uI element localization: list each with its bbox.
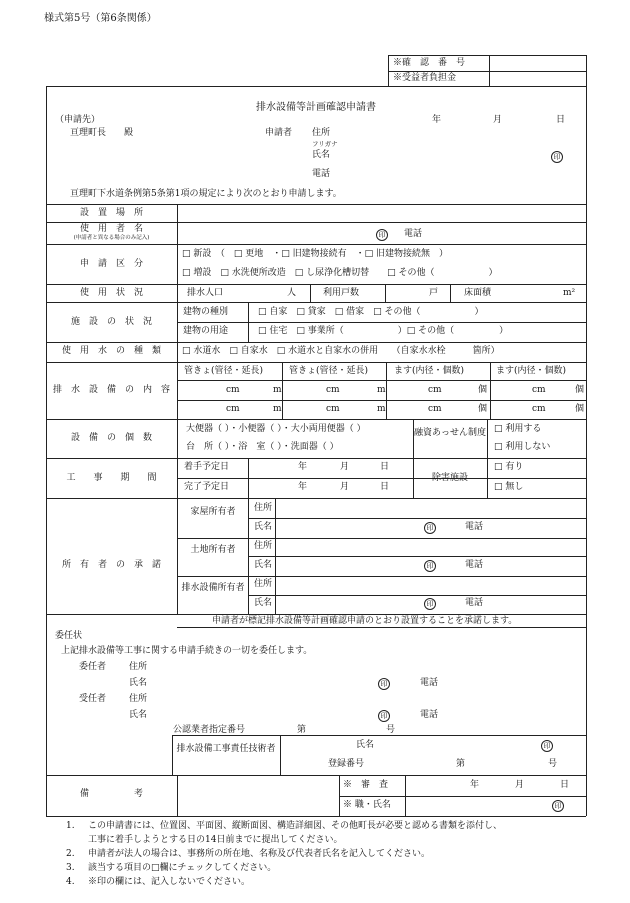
water-type-label: 使 用 水 の 種 類 bbox=[61, 346, 161, 356]
addressee: 亘理町長 殿 bbox=[70, 128, 134, 138]
confirm-number-label: ※確 認 番 号 bbox=[393, 58, 466, 68]
drain-owner-label: 排水設備所有者 bbox=[181, 583, 245, 593]
start-date-label: 着手予定日 bbox=[184, 462, 230, 472]
equipment-line-1: 大便器（ ）・小便器（ ）・大小両用便器（ ） bbox=[186, 424, 366, 434]
removal-yes-option: □ 有り bbox=[494, 462, 524, 472]
user-note: (申請者と異なる場合のみ記入) bbox=[73, 235, 150, 241]
registration-number-label: 登録番号 bbox=[328, 759, 365, 769]
unit-m: m bbox=[273, 404, 282, 414]
delegatee-phone-label: 電話 bbox=[420, 710, 439, 720]
review-year: 年 bbox=[470, 780, 480, 790]
delegatee-name-label: 氏名 bbox=[129, 710, 148, 720]
drain-owner-address-label: 住所 bbox=[254, 579, 273, 589]
drain-population-label: 排水人口 bbox=[187, 288, 224, 298]
applicant-name-label: 氏名 bbox=[312, 150, 331, 160]
person-unit: 人 bbox=[287, 288, 297, 298]
note-text: ※印の欄には、記入しないでください。 bbox=[88, 877, 251, 887]
households-unit: 戸 bbox=[429, 288, 439, 298]
remarks-label: 備 考 bbox=[79, 789, 143, 799]
unit-ko: 個 bbox=[478, 404, 488, 414]
contractor-dai: 第 bbox=[297, 725, 307, 735]
equipment-count-label: 設 備 の 個 数 bbox=[70, 433, 152, 443]
unit-cm: cm bbox=[532, 385, 546, 395]
contractor-go: 号 bbox=[386, 725, 396, 735]
land-owner-name-label: 氏名 bbox=[254, 560, 273, 570]
pipe-header-2: 管きょ(管径・延長) bbox=[289, 366, 369, 376]
seal-icon: 印 bbox=[551, 151, 563, 163]
seal-icon: 印 bbox=[376, 229, 388, 241]
staff-name-label: ※ 職・氏名 bbox=[343, 800, 391, 810]
delegator-address-label: 住所 bbox=[129, 662, 148, 672]
finish-day: 日 bbox=[380, 482, 390, 492]
note-text: 申請者が法人の場合は、事務所の所在地、名称及び代表者氏名を記入してください。 bbox=[88, 849, 431, 859]
registration-go: 号 bbox=[548, 759, 558, 769]
form-number: 様式第5号（第6条関係） bbox=[44, 13, 157, 24]
land-owner-phone-label: 電話 bbox=[465, 560, 484, 570]
floor-area-label: 床面積 bbox=[464, 288, 492, 298]
drain-content-label: 排 水 設 備 の 内 容 bbox=[52, 385, 170, 395]
delegatee-address-label: 住所 bbox=[129, 694, 148, 704]
pipe-header-1: 管きょ(管径・延長) bbox=[184, 366, 264, 376]
building-use-label: 建物の用途 bbox=[183, 326, 229, 336]
house-owner-label: 家屋所有者 bbox=[190, 507, 236, 517]
user-phone-label: 電話 bbox=[404, 229, 423, 239]
registration-dai: 第 bbox=[456, 759, 466, 769]
owner-consent-label: 所 有 者 の 承 諾 bbox=[61, 560, 161, 570]
drain-owner-phone-label: 電話 bbox=[465, 598, 484, 608]
land-owner-address-label: 住所 bbox=[254, 541, 273, 551]
contractor-number-label: 公認業者指定番号 bbox=[173, 725, 246, 735]
category-options-2: □ 増設 □ 水洗便所改造 □ し尿浄化槽切替 □ その他（ ） bbox=[182, 268, 498, 278]
construction-period-label: 工 事 期 間 bbox=[66, 473, 157, 483]
engineer-label: 排水設備工事責任技術者 bbox=[176, 744, 276, 754]
unit-cm: cm bbox=[326, 385, 340, 395]
land-owner-label: 土地所有者 bbox=[190, 545, 236, 555]
seal-icon: 印 bbox=[378, 710, 390, 722]
house-owner-name-label: 氏名 bbox=[254, 522, 273, 532]
households-label: 利用戸数 bbox=[323, 288, 360, 298]
basin-header-1: ます(内径・個数) bbox=[394, 366, 465, 376]
seal-icon: 印 bbox=[541, 740, 553, 752]
unit-ko: 個 bbox=[575, 404, 585, 414]
finish-year: 年 bbox=[298, 482, 308, 492]
unit-cm: cm bbox=[226, 404, 240, 414]
beneficiary-burden-label: ※受益者負担金 bbox=[393, 73, 457, 83]
house-owner-address-label: 住所 bbox=[254, 503, 273, 513]
loan-nouse-option: □ 利用しない bbox=[494, 442, 551, 452]
review-month: 月 bbox=[515, 780, 525, 790]
note-number: 1. bbox=[66, 821, 75, 831]
unit-m: m bbox=[377, 404, 386, 414]
note-number: 4. bbox=[66, 877, 75, 887]
engineer-name-label: 氏名 bbox=[356, 740, 375, 750]
drain-owner-name-label: 氏名 bbox=[254, 598, 273, 608]
delegator-phone-label: 電話 bbox=[420, 678, 439, 688]
applicant-address-label: 住所 bbox=[312, 128, 331, 138]
review-label: ※ 審 査 bbox=[343, 780, 389, 790]
review-day: 日 bbox=[560, 780, 570, 790]
category-label: 申 請 区 分 bbox=[79, 259, 143, 269]
applicant-phone-label: 電話 bbox=[312, 169, 331, 179]
usage-label: 使 用 状 況 bbox=[79, 288, 143, 298]
proxy-title: 委任状 bbox=[55, 631, 83, 641]
finish-date-label: 完了予定日 bbox=[184, 482, 230, 492]
facility-label: 施 設 の 状 況 bbox=[70, 317, 152, 327]
user-label: 使 用 者 名 bbox=[79, 224, 143, 234]
seal-icon: 印 bbox=[378, 678, 390, 690]
loan-use-option: □ 利用する bbox=[494, 424, 542, 434]
proxy-statement: 上記排水設備等工事に関する申請手続きの一切を委任します。 bbox=[61, 646, 313, 656]
seal-icon: 印 bbox=[424, 560, 436, 572]
unit-cm: cm bbox=[428, 385, 442, 395]
water-type-options: □ 水道水 □ 自家水 □ 水道水と自家水の併用 （自家水水栓 箇所） bbox=[182, 346, 500, 356]
applicant-furigana-label: フリガナ bbox=[312, 140, 338, 148]
unit-ko: 個 bbox=[575, 385, 585, 395]
building-type-label: 建物の種別 bbox=[183, 307, 229, 317]
unit-cm: cm bbox=[326, 404, 340, 414]
note-text: この申請書には、位置図、平面図、縦断面図、構造詳細図、その他町長が必要と認める書類を添付し、 bbox=[88, 821, 503, 831]
building-type-options: □ 自家 □ 貸家 □ 借家 □ その他（ ） bbox=[258, 307, 484, 317]
consent-statement: 申請者が標記排水設備等計画確認申請のとおり設置することを承諾します。 bbox=[212, 616, 518, 626]
unit-cm: cm bbox=[226, 385, 240, 395]
unit-ko: 個 bbox=[478, 385, 488, 395]
form-title: 排水設備等計画確認申請書 bbox=[256, 102, 376, 113]
start-day: 日 bbox=[380, 462, 390, 472]
start-year: 年 bbox=[298, 462, 308, 472]
date-day: 日 bbox=[556, 115, 566, 125]
floor-area-unit: m² bbox=[563, 288, 576, 298]
date-month: 月 bbox=[493, 115, 503, 125]
date-year: 年 bbox=[432, 115, 442, 125]
house-owner-phone-label: 電話 bbox=[465, 522, 484, 532]
removal-no-option: □ 無し bbox=[494, 482, 524, 492]
note-text: 工事に着手しようとする日の14日前までに提出してください。 bbox=[88, 835, 343, 845]
applicant-label: 申請者 bbox=[265, 128, 293, 138]
seal-icon: 印 bbox=[424, 598, 436, 610]
seal-icon: 印 bbox=[424, 522, 436, 534]
removal-facility-label: 除害施設 bbox=[431, 473, 468, 483]
delegator-label: 委任者 bbox=[79, 662, 107, 672]
basin-header-2: ます(内径・個数) bbox=[496, 366, 567, 376]
unit-cm: cm bbox=[428, 404, 442, 414]
addressee-label: （申請先） bbox=[55, 115, 101, 125]
location-label: 設 置 場 所 bbox=[79, 208, 143, 218]
equipment-line-2: 台 所（ ）・浴 室（ ）・洗面器（ ） bbox=[186, 442, 339, 452]
unit-m: m bbox=[273, 385, 282, 395]
category-options-1: □ 新設 （ □ 更地 ・□ 旧建物接続有 ・□ 旧建物接続無 ） bbox=[182, 249, 448, 259]
unit-cm: cm bbox=[532, 404, 546, 414]
note-text: 該当する項目の□欄にチェックしてください。 bbox=[88, 863, 277, 873]
unit-m: m bbox=[377, 385, 386, 395]
building-use-options: □ 住宅 □ 事業所（ ）□ その他（ ） bbox=[258, 326, 509, 336]
note-number: 3. bbox=[66, 863, 75, 873]
finish-month: 月 bbox=[340, 482, 350, 492]
application-statement: 亘理町下水道条例第5条第1項の規定により次のとおり申請します。 bbox=[70, 189, 342, 199]
loan-system-label: 融資あっせん制度 bbox=[414, 428, 486, 438]
note-number: 2. bbox=[66, 849, 75, 859]
start-month: 月 bbox=[340, 462, 350, 472]
seal-icon: 印 bbox=[552, 800, 564, 812]
delegator-name-label: 氏名 bbox=[129, 678, 148, 688]
delegatee-label: 受任者 bbox=[79, 694, 107, 704]
